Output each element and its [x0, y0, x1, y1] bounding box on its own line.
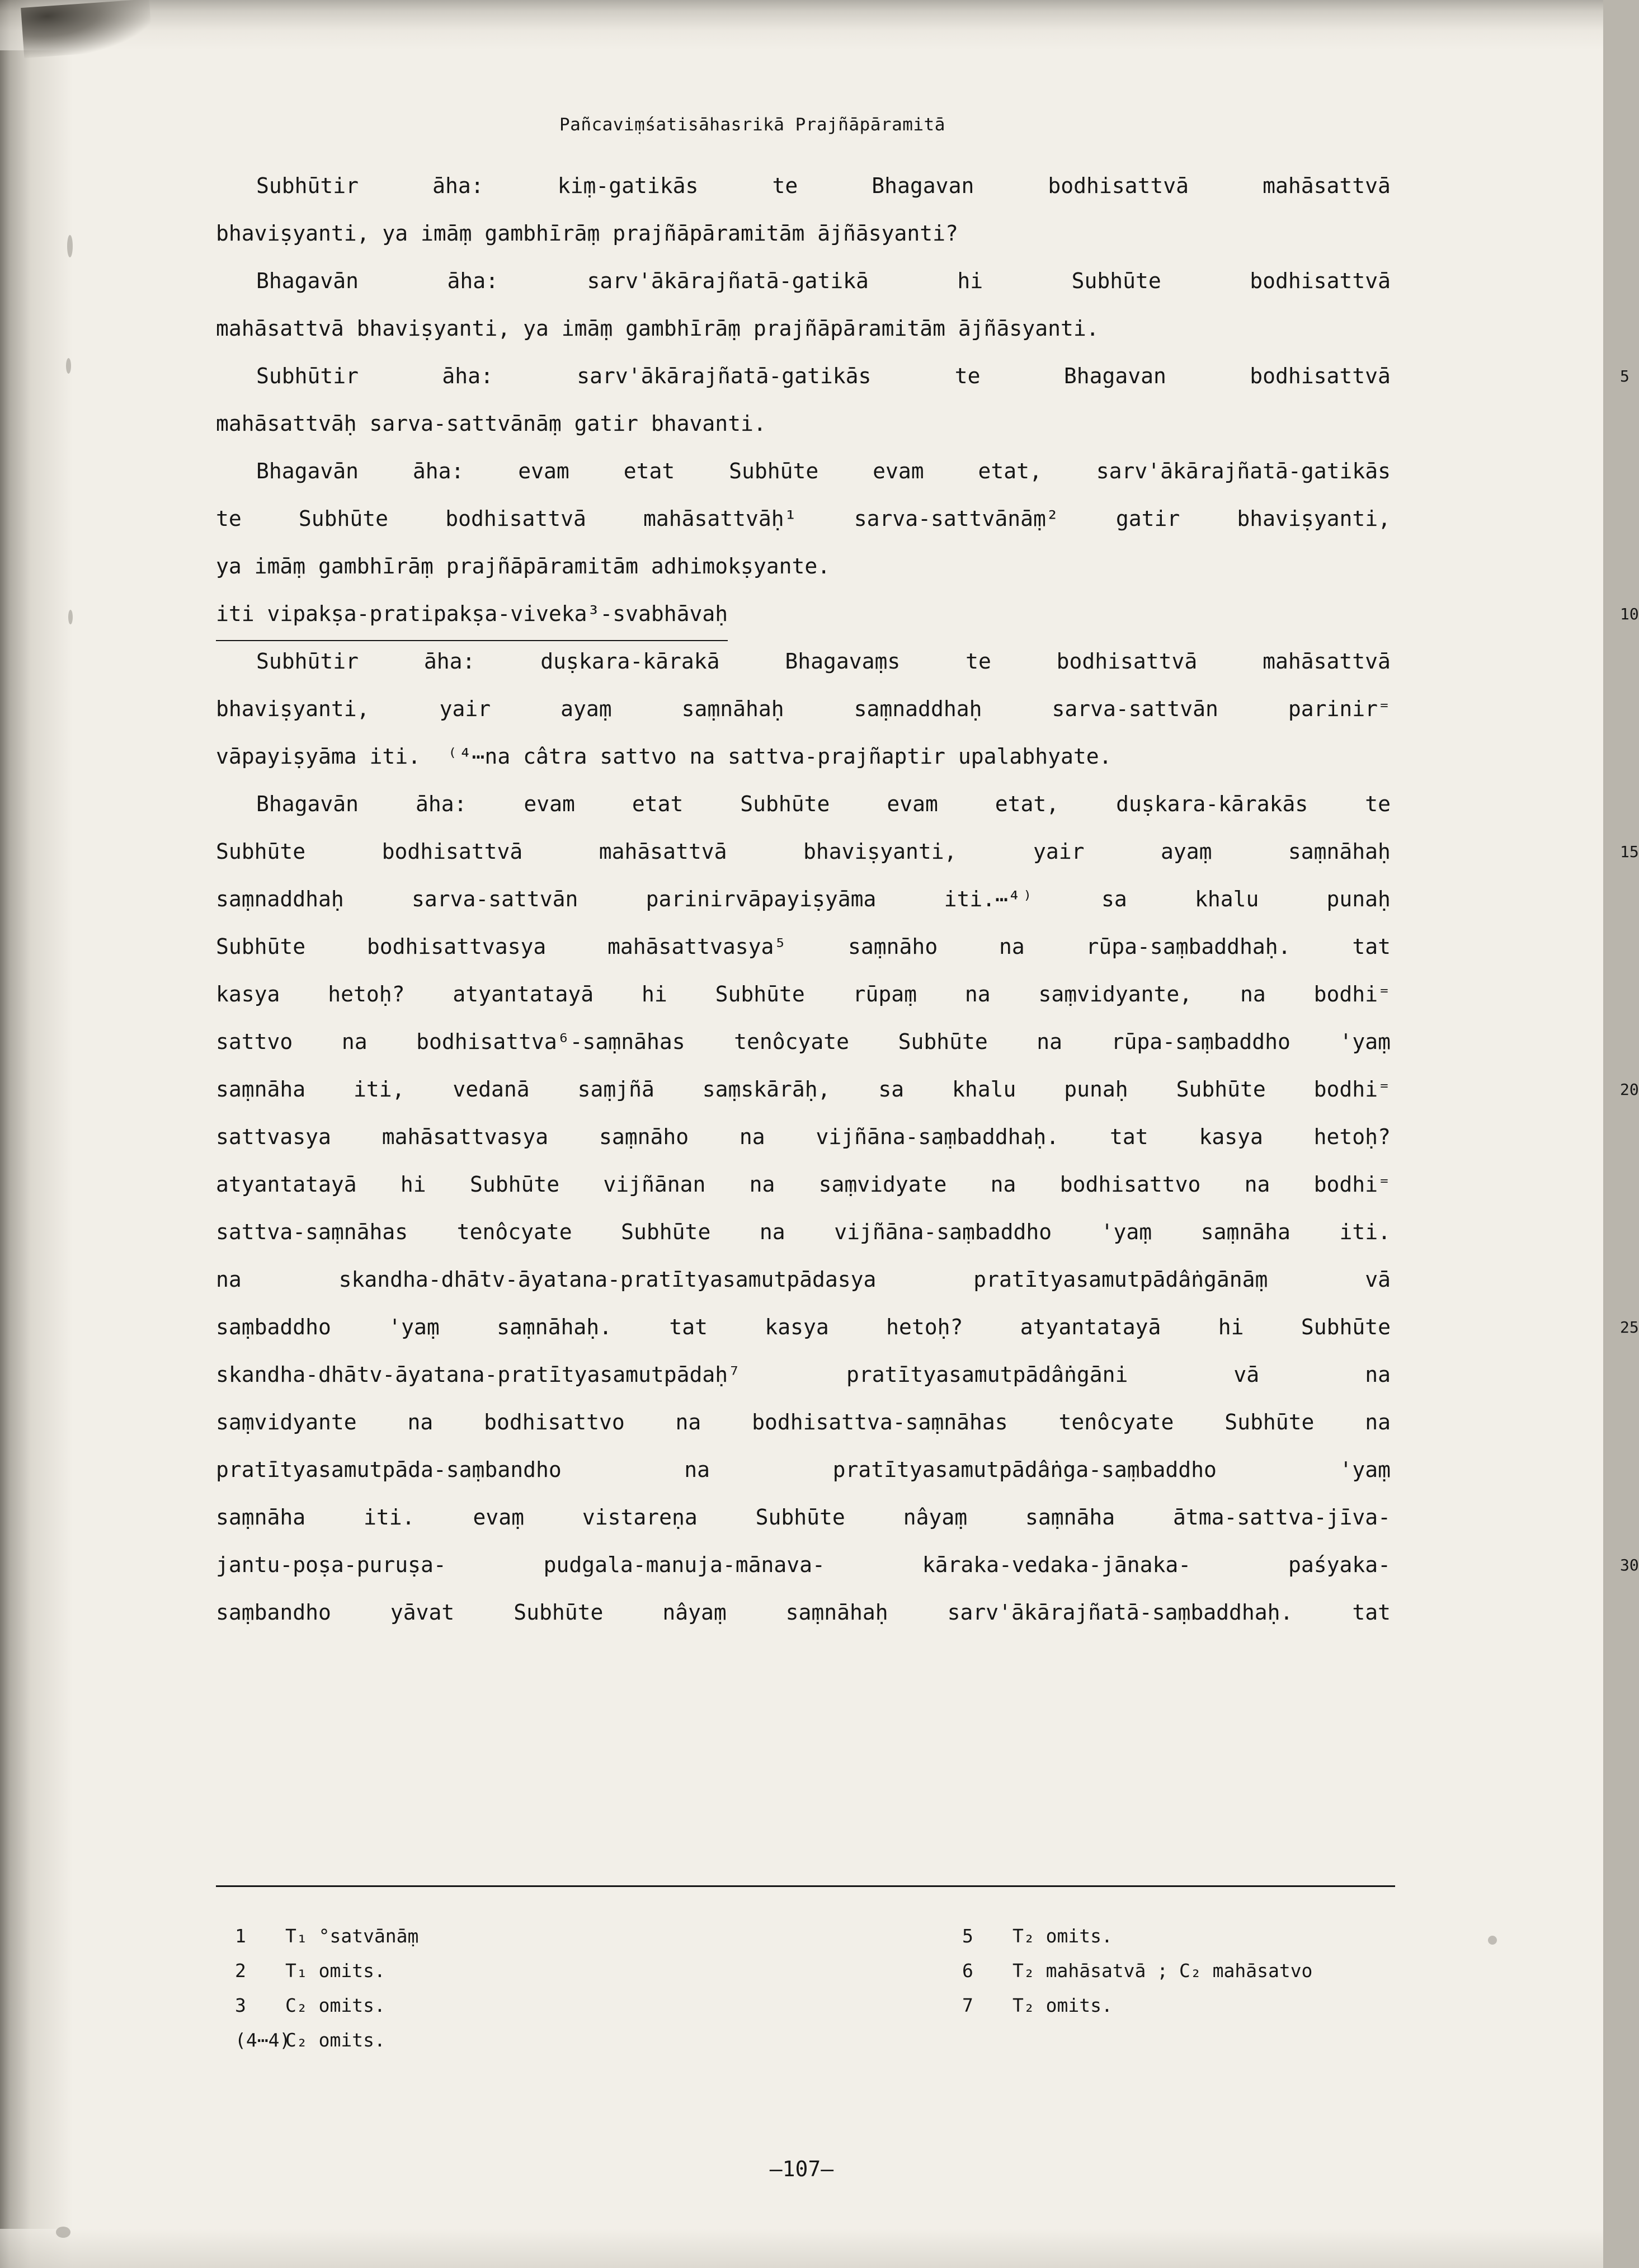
- footnote-column-left: [235, 1919, 418, 2058]
- word: evam: [518, 459, 569, 483]
- text-line: [216, 828, 1391, 876]
- line-number: 10: [1620, 605, 1639, 623]
- word: te: [1365, 792, 1391, 816]
- word: Subhūte: [740, 792, 830, 816]
- word: Subhūte: [298, 506, 389, 531]
- word: etat,: [995, 792, 1059, 816]
- word: saṃnāho: [848, 934, 938, 959]
- line-number: 15: [1620, 843, 1639, 861]
- word: vijñāna-saṃbaddho: [834, 1220, 1052, 1244]
- word: kiṃ-gatikās: [557, 173, 699, 198]
- word: hetoḥ?: [1313, 1124, 1391, 1149]
- text-line: [216, 923, 1391, 971]
- text-line: [216, 1541, 1391, 1589]
- word: parinirvāpayiṣyāma: [646, 887, 877, 911]
- word: vijñānan: [603, 1172, 706, 1197]
- word: āha:: [432, 173, 484, 198]
- footnote-item: [235, 1988, 418, 2023]
- word: Subhūte: [755, 1505, 845, 1530]
- word: 'yaṃ: [388, 1315, 440, 1339]
- word: atyantatayā: [1020, 1315, 1161, 1339]
- word: bodhisattvā: [1250, 364, 1391, 388]
- word: bodhisattvasya: [366, 934, 547, 959]
- word: bodhi⁼: [1313, 982, 1391, 1006]
- word: pratītyasamutpādâṅga-saṃbaddho: [832, 1457, 1217, 1482]
- text-line: mahāsattvā bhaviṣyanti, ya imāṃ gambhīrāṃ prajñāpāramitām ājñāsyanti.: [216, 316, 1099, 341]
- footnote-marker: 7: [962, 1994, 973, 2016]
- word: sarv'ākārajñatā-gatikās: [577, 364, 872, 388]
- word: jantu-poṣa-puruṣa-: [216, 1552, 446, 1577]
- word: Subhūte: [469, 1172, 560, 1197]
- text-line: bhaviṣyanti, ya imāṃ gambhīrāṃ prajñāpāramitām ājñāsyanti?: [216, 221, 958, 246]
- word: Subhūte: [514, 1600, 604, 1625]
- footnote-text: C₂ omits.: [285, 1994, 385, 2016]
- footnote-marker: 1: [235, 1925, 246, 1947]
- word: hi: [1218, 1315, 1244, 1339]
- word: hi: [641, 982, 667, 1006]
- word: evam: [887, 792, 938, 816]
- line-number: 25: [1620, 1318, 1639, 1337]
- word: Subhūtir: [256, 364, 359, 388]
- word: tat: [1110, 1124, 1148, 1149]
- word: bodhisattva-saṃnāhas: [752, 1410, 1008, 1434]
- word: duṣkara-kārakā: [540, 649, 720, 674]
- word: ayaṃ: [1160, 839, 1212, 864]
- text-line: [216, 1304, 1391, 1351]
- word: Bhagavan: [872, 173, 974, 198]
- word: te: [965, 649, 991, 674]
- word: saṃvidyate: [818, 1172, 947, 1197]
- word: āha:: [415, 792, 467, 816]
- word: tat: [1352, 934, 1391, 959]
- word: parinir⁼: [1288, 697, 1391, 721]
- word: kāraka-vedaka-jānaka-: [922, 1552, 1191, 1577]
- footnote-column-right: [962, 1919, 1312, 2023]
- word: evaṃ: [473, 1505, 524, 1530]
- word: tat: [669, 1315, 708, 1339]
- word: atyantatayā: [453, 982, 594, 1006]
- word: vā: [1233, 1362, 1260, 1387]
- word: sattvo: [216, 1029, 293, 1054]
- footnote-marker: 5: [962, 1925, 973, 1947]
- word: 'yaṃ: [1100, 1220, 1152, 1244]
- footnote-item: [235, 2023, 418, 2058]
- word: bodhisattvā: [1056, 649, 1198, 674]
- footnote-text: T₁ °satvānāṃ: [285, 1925, 419, 1947]
- text-line: [216, 1256, 1391, 1304]
- text-line: [216, 876, 1391, 923]
- text-line: [216, 780, 1391, 828]
- word: saṃnāha: [1200, 1220, 1291, 1244]
- word: Subhūte: [1071, 269, 1161, 293]
- word: bhaviṣyanti,: [1237, 506, 1391, 531]
- footnote-item: [962, 1919, 1312, 1954]
- word: etat,: [978, 459, 1042, 483]
- footnote-marker: (4⋯4): [235, 2029, 291, 2051]
- word: sattvasya: [216, 1124, 331, 1149]
- word: tenôcyate: [1058, 1410, 1174, 1434]
- word: Subhūtir: [256, 173, 359, 198]
- word: saṃnāho: [599, 1124, 689, 1149]
- word: 'yaṃ: [1339, 1457, 1391, 1482]
- word: āha:: [412, 459, 464, 483]
- word: 'yaṃ: [1339, 1029, 1391, 1054]
- footnote-marker: 2: [235, 1960, 246, 1982]
- text-line: [216, 1494, 1391, 1541]
- word: na: [964, 982, 991, 1006]
- word: saṃvidyante: [216, 1410, 357, 1434]
- word: khalu: [1194, 887, 1259, 911]
- word: sa: [878, 1077, 905, 1102]
- section-heading: iti vipakṣa-pratipakṣa-viveka³-svabhāvaḥ: [216, 590, 728, 641]
- word: khalu: [952, 1077, 1016, 1102]
- word: bodhi⁼: [1313, 1172, 1391, 1197]
- word: na: [341, 1029, 368, 1054]
- word: mahāsattvāḥ¹: [643, 506, 797, 531]
- word: hetoḥ?: [886, 1315, 963, 1339]
- word: mahāsattvasya⁵: [607, 934, 787, 959]
- word: saṃnāha: [1025, 1505, 1115, 1530]
- word: duṣkara-kārakās: [1116, 792, 1308, 816]
- word: punaḥ: [1064, 1077, 1128, 1102]
- word: na: [1365, 1362, 1391, 1387]
- word: iti.: [1339, 1220, 1391, 1244]
- text-line: [216, 638, 1391, 685]
- word: sarv'ākārajñatā-saṃbaddhaḥ.: [947, 1600, 1293, 1625]
- word: hetoḥ?: [328, 982, 405, 1006]
- text-line: [216, 1399, 1391, 1446]
- footnote-rule: [216, 1885, 1395, 1887]
- word: saṃskārāḥ,: [702, 1077, 831, 1102]
- word: kasya: [1199, 1124, 1263, 1149]
- word: ātma-sattva-jīva-: [1173, 1505, 1391, 1530]
- text-line: [216, 448, 1391, 495]
- word: atyantatayā: [216, 1172, 357, 1197]
- word: saṃnāha: [216, 1077, 306, 1102]
- word: bhaviṣyanti,: [803, 839, 957, 864]
- word: te: [216, 506, 242, 531]
- text-line: [216, 685, 1391, 733]
- word: te: [954, 364, 981, 388]
- word: saṃnāhaḥ: [681, 697, 784, 721]
- word: rūpa-saṃbaddhaḥ.: [1086, 934, 1291, 959]
- word: saṃbandho: [216, 1600, 331, 1625]
- word: nâyaṃ: [903, 1505, 968, 1530]
- text-line: [216, 1066, 1391, 1113]
- word: saṃnāhaḥ: [1288, 839, 1391, 864]
- word: sarv'ākārajñatā-gatikās: [1096, 459, 1391, 483]
- word: saṃnāhaḥ: [785, 1600, 888, 1625]
- word: evam: [873, 459, 924, 483]
- word: sa: [1101, 887, 1127, 911]
- word: Subhūte: [216, 934, 306, 959]
- word: āha:: [447, 269, 499, 293]
- footnote-text: C₂ omits.: [285, 2029, 385, 2051]
- word: gatir: [1115, 506, 1180, 531]
- word: na: [759, 1220, 785, 1244]
- word: bodhisattva⁶-saṃnāhas: [416, 1029, 685, 1054]
- word: na: [684, 1457, 710, 1482]
- word: te: [772, 173, 798, 198]
- word: rūpaṃ: [853, 982, 917, 1006]
- word: bodhisattvā: [1250, 269, 1391, 293]
- footnote-item: [962, 1954, 1312, 1988]
- word: paśyaka-: [1288, 1552, 1391, 1577]
- word: sarva-sattvān: [1052, 697, 1218, 721]
- word: Bhagavān: [256, 269, 359, 293]
- word: āha:: [423, 649, 475, 674]
- footnote-text: T₁ omits.: [285, 1960, 385, 1982]
- word: Bhagavān: [256, 459, 359, 483]
- word: iti,: [354, 1077, 405, 1102]
- word: iti.: [364, 1505, 415, 1530]
- word: Subhūte: [1224, 1410, 1315, 1434]
- word: na: [1365, 1410, 1391, 1434]
- word: Bhagavan: [1063, 364, 1166, 388]
- word: Bhagavān: [256, 792, 359, 816]
- word: rūpa-saṃbaddho: [1111, 1029, 1291, 1054]
- word: Subhūte: [729, 459, 819, 483]
- word: Subhūte: [898, 1029, 988, 1054]
- word: vistareṇa: [582, 1505, 698, 1530]
- word: hi: [400, 1172, 426, 1197]
- word: skandha-dhātv-āyatana-pratītyasamutpādaḥ⁷: [216, 1362, 741, 1387]
- word: saṃjñā: [577, 1077, 654, 1102]
- word: hi: [957, 269, 983, 293]
- word: etat: [623, 459, 675, 483]
- word: kasya: [765, 1315, 829, 1339]
- text-line: [216, 1018, 1391, 1066]
- word: Subhūtir: [256, 649, 359, 674]
- word: mahāsattvā: [1263, 649, 1391, 674]
- word: Subhūte: [621, 1220, 711, 1244]
- word: āha:: [442, 364, 493, 388]
- word: pratītyasamutpādâṅgāni: [846, 1362, 1128, 1387]
- footnote-marker: 3: [235, 1994, 246, 2016]
- word: vā: [1365, 1267, 1391, 1292]
- word: yair: [1033, 839, 1085, 864]
- word: punaḥ: [1326, 887, 1391, 911]
- word: na: [1240, 982, 1266, 1006]
- text-line: [216, 971, 1391, 1018]
- word: sattva-saṃnāhas: [216, 1220, 408, 1244]
- word: tenôcyate: [734, 1029, 850, 1054]
- text-line: [216, 1161, 1391, 1208]
- word: pratītyasamutpādâṅgānāṃ: [973, 1267, 1268, 1292]
- word: pratītyasamutpāda-saṃbandho: [216, 1457, 562, 1482]
- word: bhaviṣyanti,: [216, 697, 370, 721]
- line-number: 5: [1620, 367, 1629, 385]
- word: na: [999, 934, 1025, 959]
- word: sarv'ākārajñatā-gatikā: [587, 269, 869, 293]
- word: Subhūte: [715, 982, 805, 1006]
- word: bodhi⁼: [1313, 1077, 1391, 1102]
- word: saṃnaddhaḥ: [216, 887, 344, 911]
- footnote-item: [962, 1988, 1312, 2023]
- word: Subhūte: [1301, 1315, 1391, 1339]
- word: na: [990, 1172, 1016, 1197]
- line-number: 20: [1620, 1080, 1639, 1099]
- word: vedanā: [453, 1077, 530, 1102]
- word: skandha-dhātv-āyatana-pratītyasamutpādasya: [338, 1267, 877, 1292]
- word: saṃnāhaḥ.: [497, 1315, 613, 1339]
- word: na: [675, 1410, 701, 1434]
- text-line: [216, 1589, 1391, 1636]
- word: nâyaṃ: [662, 1600, 727, 1625]
- text-line: [216, 590, 1391, 638]
- word: pudgala-manuja-mānava-: [543, 1552, 825, 1577]
- text-line: [216, 1113, 1391, 1161]
- word: na: [739, 1124, 765, 1149]
- word: yāvat: [390, 1600, 455, 1625]
- text-line: [216, 495, 1391, 543]
- word: sarva-sattvānāṃ²: [854, 506, 1059, 531]
- word: na: [1037, 1029, 1063, 1054]
- line-number: 30: [1620, 1556, 1639, 1574]
- footnote-text: T₂ omits.: [1012, 1994, 1113, 2016]
- text-line: [216, 1446, 1391, 1494]
- word: yair: [439, 697, 491, 721]
- word: Subhūte: [216, 839, 306, 864]
- word: saṃbaddho: [216, 1315, 331, 1339]
- footnote-text: T₂ mahāsatvā ; C₂ mahāsatvo: [1012, 1960, 1313, 1982]
- word: na: [1244, 1172, 1270, 1197]
- word: bodhisattvā: [1048, 173, 1189, 198]
- footnote-text: T₂ omits.: [1012, 1925, 1113, 1947]
- word: bodhisattvo: [1059, 1172, 1201, 1197]
- word: tenôcyate: [456, 1220, 572, 1244]
- footnote-marker: 6: [962, 1960, 973, 1982]
- word: mahāsattvā: [1263, 173, 1391, 198]
- footnote-item: [235, 1954, 418, 1988]
- word: na: [407, 1410, 434, 1434]
- word: saṃvidyante,: [1038, 982, 1193, 1006]
- text-line: vāpayiṣyāma iti. ⁽⁴⋯na câtra sattvo na sattva-prajñaptir upalabhyate.: [216, 744, 1112, 769]
- word: mahāsattvā: [599, 839, 727, 864]
- word: Bhagavaṃs: [785, 649, 901, 674]
- text-line: [216, 352, 1391, 400]
- footnote-item: [235, 1919, 418, 1954]
- text-line: mahāsattvāḥ sarva-sattvānāṃ gatir bhavanti.: [216, 411, 766, 436]
- text-line: ya imāṃ gambhīrāṃ prajñāpāramitām adhimokṣyante.: [216, 554, 831, 578]
- word: na: [749, 1172, 775, 1197]
- text-line: [216, 1208, 1391, 1256]
- word: evam: [524, 792, 575, 816]
- word: tat: [1352, 1600, 1391, 1625]
- page-number: —107—: [769, 2157, 834, 2181]
- word: saṃnaddhaḥ: [854, 697, 982, 721]
- word: mahāsattvasya: [382, 1124, 549, 1149]
- text-line: [216, 257, 1391, 305]
- word: bodhisattvā: [445, 506, 586, 531]
- word: na: [216, 1267, 242, 1292]
- body-text: [216, 162, 1639, 1636]
- text-line: [216, 162, 1391, 210]
- word: bodhisattvo: [484, 1410, 625, 1434]
- word: kasya: [216, 982, 280, 1006]
- word: vijñāna-saṃbaddhaḥ.: [816, 1124, 1059, 1149]
- word: ayaṃ: [561, 697, 612, 721]
- word: iti.⋯⁴⁾: [944, 887, 1034, 911]
- word: Subhūte: [1176, 1077, 1266, 1102]
- word: sarva-sattvān: [411, 887, 578, 911]
- running-head: Pañcaviṃśatisāhasrikā Prajñāpāramitā: [559, 115, 945, 135]
- text-line: [216, 1351, 1391, 1399]
- word: saṃnāha: [216, 1505, 306, 1530]
- word: bodhisattvā: [382, 839, 523, 864]
- word: etat: [632, 792, 684, 816]
